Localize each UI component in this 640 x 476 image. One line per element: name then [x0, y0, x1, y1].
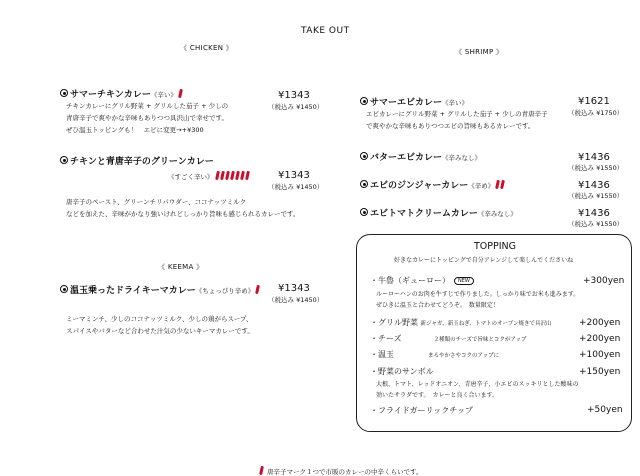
bullet-icon — [360, 97, 368, 105]
chili-icon — [240, 171, 245, 180]
item-tax-price: （税込み ¥1550） — [568, 164, 624, 172]
item-name: エビトマトクリームカレー — [370, 209, 478, 219]
spice-tag: 《すごく辛い》 — [168, 173, 214, 181]
text-line: ぜひ温玉トッピングも！ エビに変更→+¥300 — [66, 126, 204, 134]
spice-tag: 《ちょっぴり辛め》 — [195, 287, 255, 295]
page-title: TAKE OUT — [301, 26, 350, 36]
topping-subtitle: 好きなカレーにトッピングで自分アレンジして楽しんでくださいね — [394, 257, 574, 264]
text-line: ミーマミンチ、少しのココナッツミルク、少しの鶏がらスープ、 — [66, 315, 253, 323]
item-tax-price: （税込み ¥1550） — [568, 192, 624, 200]
text-line: エビカレーにグリル野菜 + グリルした茄子 + 少しの青唐辛子 — [366, 110, 548, 118]
item-name-row — [360, 206, 517, 219]
item-name: チキンと青唐辛子のグリーンカレー — [70, 157, 214, 167]
chili-icon — [178, 89, 183, 98]
item-tax-price: （税込み ¥1450） — [268, 296, 324, 304]
topping-price: +150yen — [579, 367, 621, 377]
bullet-icon — [360, 208, 368, 216]
item-name: バターエビカレー — [370, 153, 443, 163]
topping-price: +200yen — [579, 334, 621, 344]
chili-icon — [235, 171, 240, 180]
topping-price: +200yen — [579, 318, 621, 328]
text-line: 青唐辛子で爽やかな辛味もありつつ具沢山で幸せです。 — [66, 114, 228, 122]
chili-icon — [230, 171, 235, 180]
text-line: スパイスやバターなど合わせた汁気の少ないキーマカレーです。 — [66, 327, 254, 335]
topping-description — [376, 379, 578, 401]
chili-icon — [245, 171, 250, 180]
item-name-row — [360, 150, 481, 163]
section-shrimp: 《 SHRIMP 》 — [455, 48, 504, 56]
item-price: ¥1343 — [278, 283, 310, 294]
item-tax-price: （税込み ¥1450） — [268, 103, 324, 111]
text-line: 効いたサラダです。 カレーと良く合います。 — [376, 392, 498, 399]
item-name: エビのジンジャーカレー — [370, 181, 469, 191]
spice-tag-row — [168, 171, 249, 182]
chili-icon — [500, 180, 505, 189]
topping-title: TOPPING — [474, 241, 517, 252]
text-line: で爽やかな辛味もありつつエビの旨味もあるカレーです。 — [366, 122, 535, 130]
footer-note-row — [258, 466, 422, 476]
item-description — [66, 196, 299, 220]
item-price: ¥1343 — [278, 90, 310, 101]
section-keema: 《 KEEMA 》 — [158, 263, 204, 271]
topping-description — [376, 289, 579, 311]
topping-name: ・フライドガーリックチップ — [370, 406, 473, 415]
chili-icon — [220, 171, 225, 180]
topping-name — [370, 333, 526, 344]
text-line: ぜひきに温玉と合わせてどうぞ。 数量限定！ — [376, 302, 499, 309]
item-name-row — [360, 178, 504, 191]
text-line: ルーローハンのお肉を牛すじで作りました。しっかり味でお米も進みます。 — [376, 291, 580, 298]
topping-name — [370, 275, 474, 286]
bullet-icon — [60, 156, 68, 164]
spice-tag: 《辛い》 — [442, 99, 469, 107]
item-name-row — [60, 283, 259, 296]
new-badge: NEW — [454, 277, 474, 285]
footer-note: 唐辛子マーク１つで市販のカレーの中辛くらいです。 — [267, 468, 423, 476]
topping-name — [370, 317, 552, 328]
topping-price: +300yen — [583, 276, 625, 286]
spice-tag: 《辛い》 — [150, 91, 177, 99]
text-line: ・牛魯（ギューロー） — [370, 276, 450, 285]
topping-name: ・野菜のサンボル — [370, 367, 434, 376]
topping-note: ２種類のチーズで旨味とコクがアップ — [433, 337, 527, 343]
topping-price: +100yen — [579, 350, 621, 360]
text-line: などを加えた、辛味がかなり強いけれどしっかり旨味も感じられるカレーです。 — [66, 210, 300, 218]
item-tax-price: （税込み ¥1550） — [568, 220, 624, 228]
item-tax-price: （税込み ¥1750） — [568, 109, 624, 117]
item-price: ¥1436 — [578, 152, 610, 163]
text-line: ・チーズ — [370, 334, 402, 343]
item-price: ¥1621 — [578, 96, 610, 107]
item-price: ¥1436 — [578, 208, 610, 219]
bullet-icon — [60, 285, 68, 293]
spice-tag: 《辛め》 — [468, 182, 495, 190]
spice-tag: 《辛みなし》 — [442, 154, 482, 162]
chili-icon — [225, 171, 230, 180]
item-name: 温玉乗ったドライキーマカレー — [70, 286, 196, 296]
text-line: ・温玉 — [370, 350, 394, 359]
item-name-row — [360, 95, 468, 108]
bullet-icon — [360, 152, 368, 160]
text-line: ・グリル野菜 — [370, 318, 418, 327]
chili-icon — [215, 171, 220, 180]
chili-icon — [255, 285, 260, 294]
spice-tag: 《辛みなし》 — [477, 210, 517, 218]
text-line: チキンカレーにグリル野菜 + グリルした茄子 + 少しの — [66, 102, 229, 110]
topping-price: +50yen — [587, 405, 623, 415]
topping-note: 新ジャガ、新玉ねぎ、トマトのオーブン焼きで具沢山 — [420, 321, 552, 327]
text-line: 大根、トマト、レッドオニオン、青唐辛子、小エビのスッキリとした酸味の — [376, 381, 579, 388]
item-name-row — [60, 87, 182, 100]
topping-note: まろやかさやコクのアップに — [428, 353, 500, 359]
text-line: 唐辛子のペースト、グリーンチリパウダー、ココナッツミルク — [66, 198, 247, 206]
topping-name — [370, 349, 499, 360]
bullet-icon — [360, 180, 368, 188]
chili-icon — [259, 466, 264, 475]
item-price: ¥1436 — [578, 180, 610, 191]
item-name-row — [60, 154, 214, 167]
section-chicken: 《 CHICKEN 》 — [180, 44, 234, 52]
item-name: サマーチキンカレー — [70, 90, 151, 100]
item-price: ¥1343 — [278, 170, 310, 181]
bullet-icon — [60, 89, 68, 97]
item-tax-price: （税込み ¥1450） — [268, 183, 324, 191]
item-description — [366, 108, 548, 132]
item-description — [66, 100, 228, 136]
item-description — [66, 313, 254, 337]
item-name: サマーエビカレー — [370, 98, 443, 108]
